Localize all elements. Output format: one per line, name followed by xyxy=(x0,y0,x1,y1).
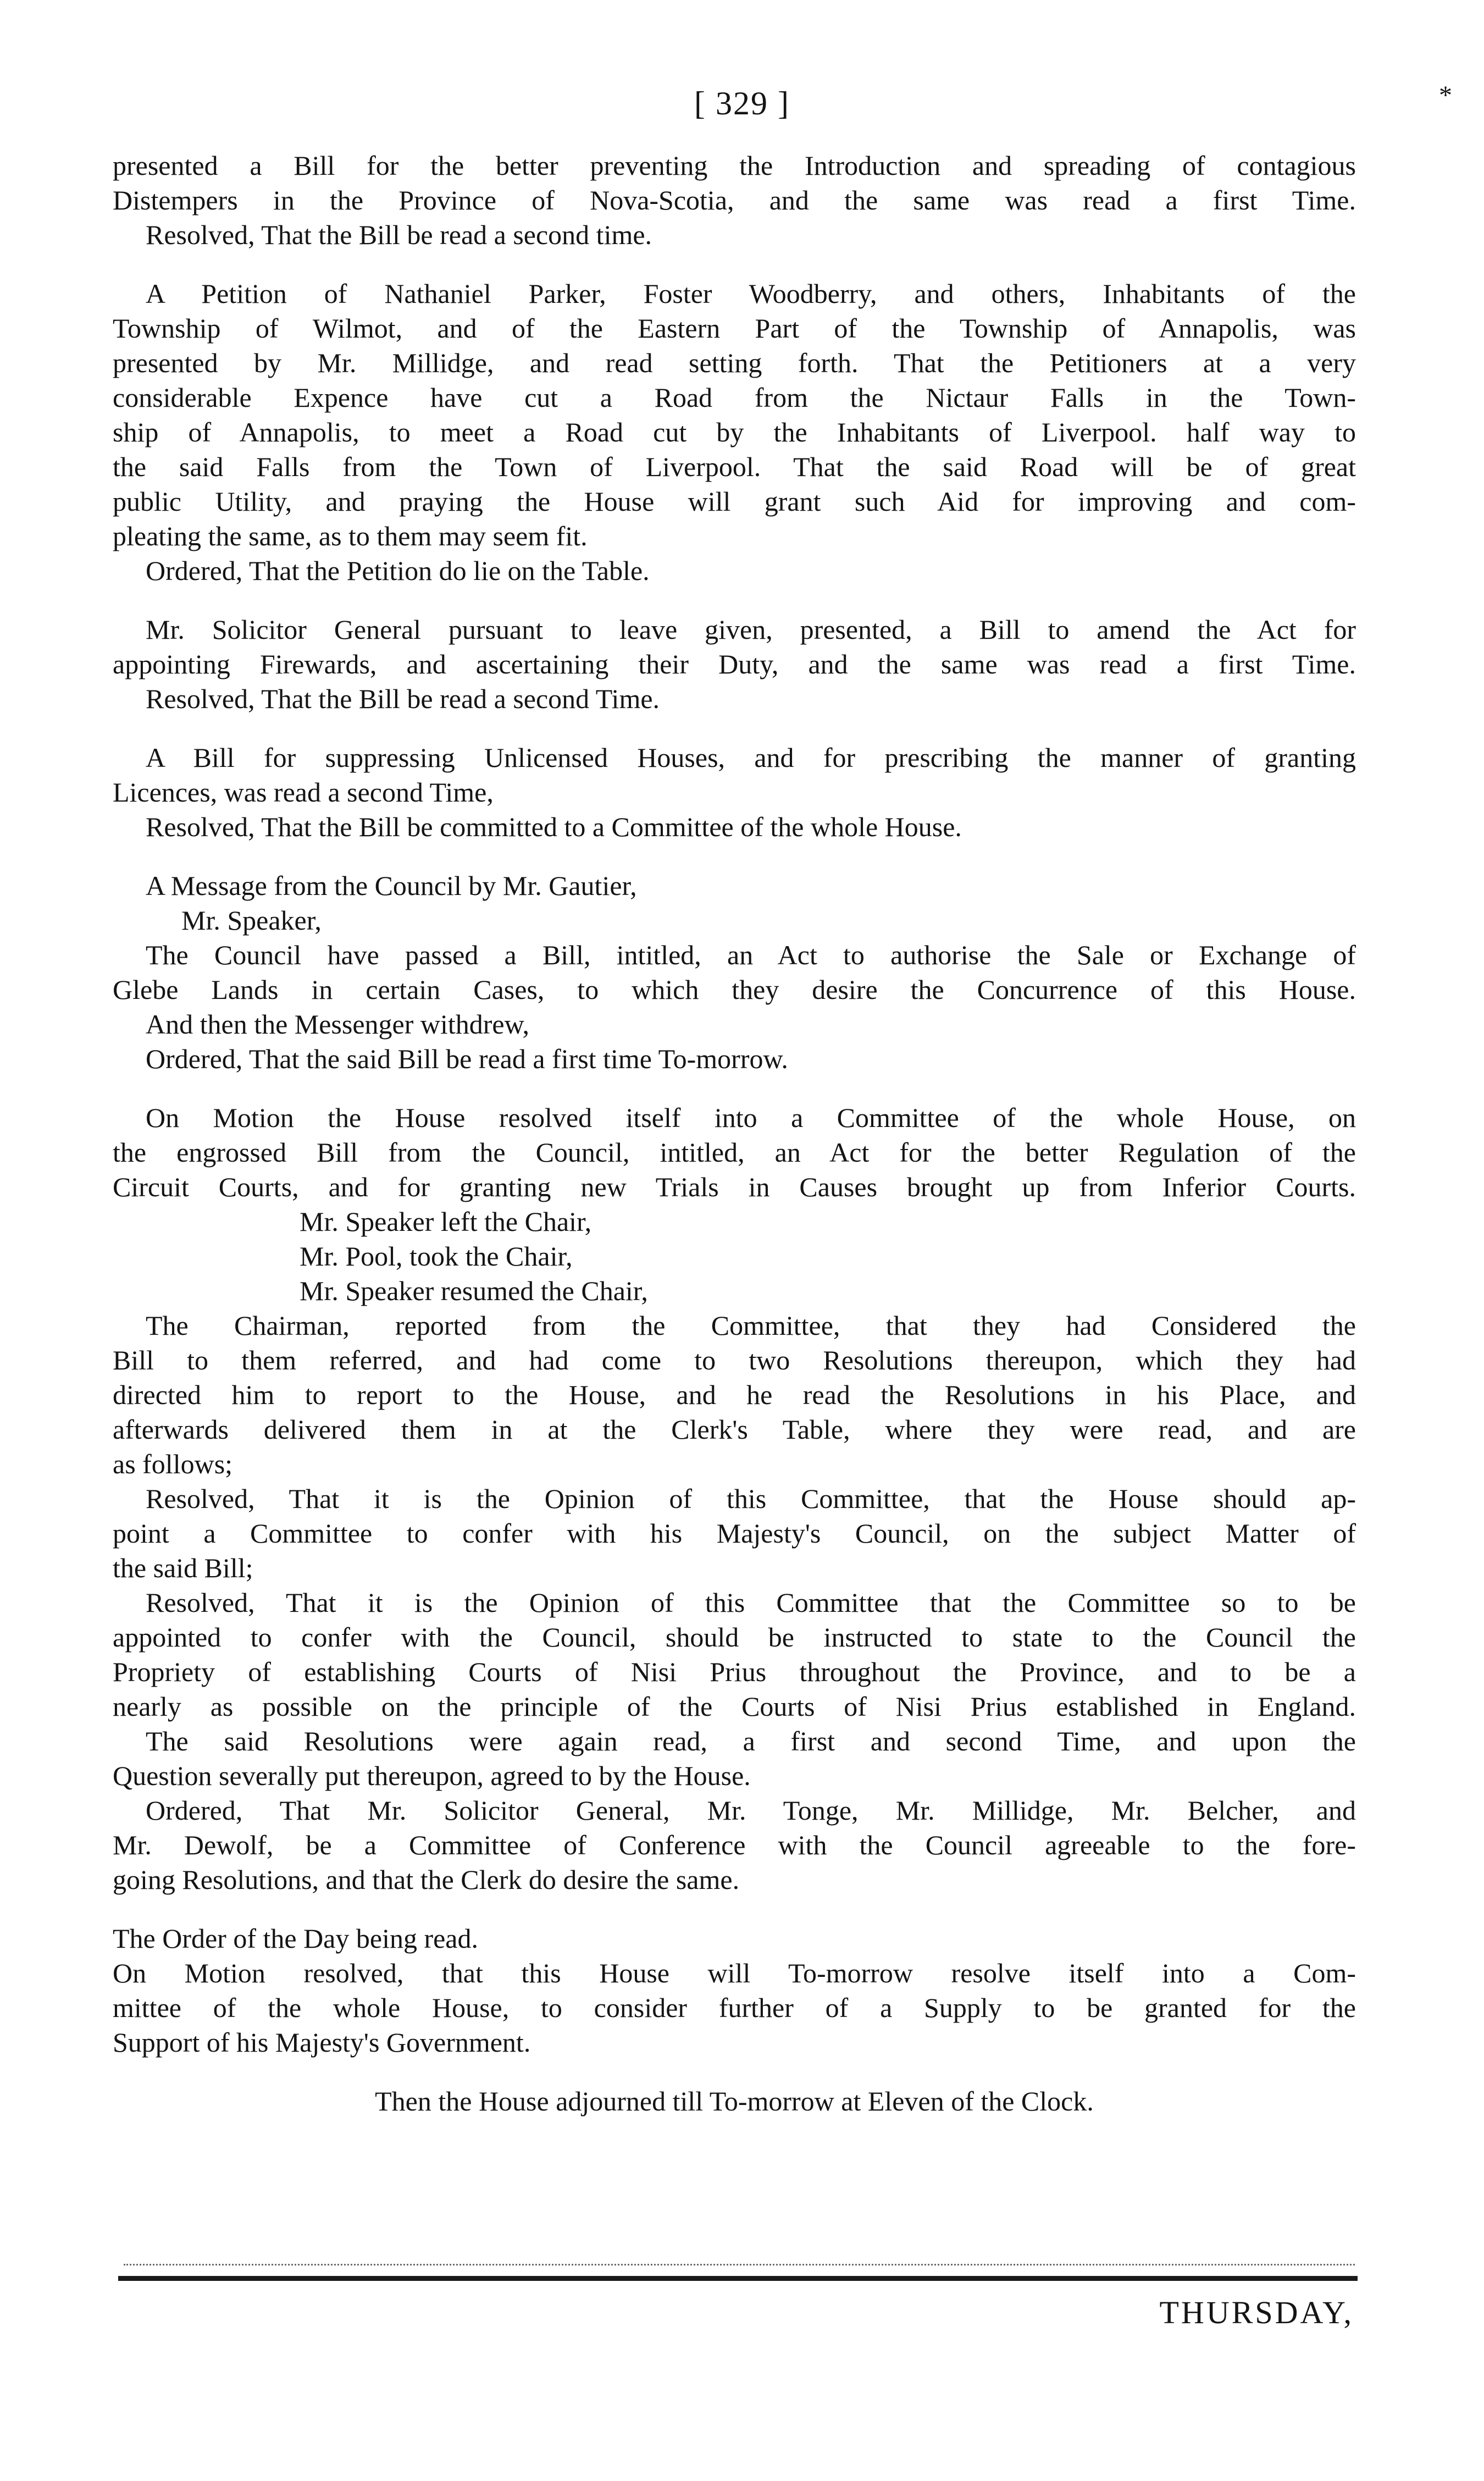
text-line: Ordered, That the said Bill be read a first time To-morrow. xyxy=(146,1043,788,1074)
page-number: [ 329 ] xyxy=(694,85,790,121)
text-line: Glebe Lands in certain Cases, to which they desire the Concurrence of this House. xyxy=(113,974,1356,1005)
text-line: mittee of the whole House, to consider further of a Supply to be granted for the xyxy=(113,1992,1356,2023)
page-body xyxy=(113,148,1356,2119)
dotted-rule xyxy=(124,2264,1355,2265)
text-line: Question severally put thereupon, agreed to by the House. xyxy=(113,1760,751,1791)
paragraph-unlicensed-houses-bill xyxy=(113,741,1356,844)
text-line: nearly as possible on the principle of the Courts of Nisi Prius established in England. xyxy=(113,1691,1356,1722)
catchword: THURSDAY, xyxy=(1159,2295,1354,2330)
text-line: Mr. Dewolf, be a Committee of Conference with the Council agreeable to the fore- xyxy=(113,1830,1356,1860)
text-line: appointing Firewards, and ascertaining their Duty, and the same was read a first Time. xyxy=(113,649,1356,679)
text-line: On Motion resolved, that this House will To-morrow resolve itself into a Com- xyxy=(113,1958,1356,1988)
text-line: The Order of the Day being read. xyxy=(113,1923,478,1954)
text-line: the said Falls from the Town of Liverpool. That the said Road will be of great xyxy=(113,451,1356,482)
paragraph-contagious-distempers-bill xyxy=(113,148,1356,252)
text-line: Mr. Speaker resumed the Chair, xyxy=(300,1275,648,1306)
paragraph-adjournment xyxy=(113,2084,1356,2119)
text-line: Then the House adjourned till To-morrow at Eleven of the Clock. xyxy=(375,2086,1094,2117)
text-line: Ordered, That the Petition do lie on the Table. xyxy=(146,555,650,586)
text-line: A Bill for suppressing Unlicensed Houses, and for prescribing the manner of granting xyxy=(146,742,1356,773)
text-line: Licences, was read a second Time, xyxy=(113,777,494,808)
paragraph-firewards-bill xyxy=(113,612,1356,716)
text-line: the said Bill; xyxy=(113,1552,253,1583)
text-line: The Chairman, reported from the Committee, that they had Considered the xyxy=(146,1310,1356,1341)
corner-mark: * xyxy=(1439,81,1452,110)
text-line: Distempers in the Province of Nova-Scotia, and the same was read a first Time. xyxy=(113,185,1356,216)
heavy-rule xyxy=(118,2276,1358,2281)
text-line: Resolved, That the Bill be committed to a Committee of the whole House. xyxy=(146,811,962,842)
text-line: Township of Wilmot, and of the Eastern Part of the Township of Annapolis, was xyxy=(113,313,1356,344)
text-line: Ordered, That Mr. Solicitor General, Mr. Tonge, Mr. Millidge, Mr. Belcher, and xyxy=(146,1795,1356,1826)
paragraph-road-petition xyxy=(113,277,1356,588)
text-line: Support of his Majesty's Government. xyxy=(113,2027,531,2058)
text-line: presented a Bill for the better preventing the Introduction and spreading of contagious xyxy=(113,150,1356,181)
text-line: Circuit Courts, and for granting new Trials in Causes brought up from Inferior Courts. xyxy=(113,1172,1356,1202)
text-line: presented by Mr. Millidge, and read setting forth. That the Petitioners at a very xyxy=(113,347,1356,378)
text-line: afterwards delivered them in at the Clerk's Table, where they were read, and are xyxy=(113,1414,1356,1445)
text-line: Resolved, That the Bill be read a second Time. xyxy=(146,683,660,714)
text-line: Resolved, That it is the Opinion of this Committee, that the House should ap- xyxy=(146,1483,1356,1514)
text-line: public Utility, and praying the House will grant such Aid for improving and com- xyxy=(113,486,1356,517)
text-line: A Message from the Council by Mr. Gautier, xyxy=(146,870,637,901)
text-line: considerable Expence have cut a Road from the Nictaur Falls in the Town- xyxy=(113,382,1356,413)
text-line: point a Committee to confer with his Majesty's Council, on the subject Matter of xyxy=(113,1518,1356,1549)
text-line: Mr. Speaker, xyxy=(181,905,322,936)
text-line: pleating the same, as to them may seem fit. xyxy=(113,521,588,551)
text-line: going Resolutions, and that the Clerk do desire the same. xyxy=(113,1864,740,1895)
text-line: And then the Messenger withdrew, xyxy=(146,1009,529,1040)
text-line: Propriety of establishing Courts of Nisi Prius throughout the Province, and to be a xyxy=(113,1656,1356,1687)
text-line: the engrossed Bill from the Council, intitled, an Act for the better Regulation of the xyxy=(113,1137,1356,1168)
text-line: Bill to them referred, and had come to two Resolutions thereupon, which they had xyxy=(113,1345,1356,1375)
text-line: Resolved, That the Bill be read a second time. xyxy=(146,219,652,250)
text-line: Mr. Pool, took the Chair, xyxy=(300,1241,573,1272)
text-line: ship of Annapolis, to meet a Road cut by the Inhabitants of Liverpool. half way to xyxy=(113,417,1356,447)
text-line: Mr. Speaker left the Chair, xyxy=(300,1206,592,1237)
text-line: appointed to confer with the Council, should be instructed to state to the Council the xyxy=(113,1622,1356,1653)
text-line: Mr. Solicitor General pursuant to leave given, presented, a Bill to amend the Act for xyxy=(146,614,1356,645)
text-line: On Motion the House resolved itself into a Committee of the whole House, on xyxy=(146,1102,1356,1133)
text-line: directed him to report to the House, and he read the Resolutions in his Place, and xyxy=(113,1379,1356,1410)
text-line: as follows; xyxy=(113,1449,233,1479)
paragraph-circuit-courts-committee xyxy=(113,1101,1356,1897)
paragraph-order-of-the-day xyxy=(113,1921,1356,2060)
text-line: A Petition of Nathaniel Parker, Foster Woodberry, and others, Inhabitants of the xyxy=(146,278,1356,309)
text-line: The Council have passed a Bill, intitled, an Act to authorise the Sale or Exchange of xyxy=(146,940,1356,970)
text-line: Resolved, That it is the Opinion of this Committee that the Committee so to be xyxy=(146,1587,1356,1618)
text-line: The said Resolutions were again read, a first and second Time, and upon the xyxy=(146,1726,1356,1756)
paragraph-council-message xyxy=(113,869,1356,1076)
